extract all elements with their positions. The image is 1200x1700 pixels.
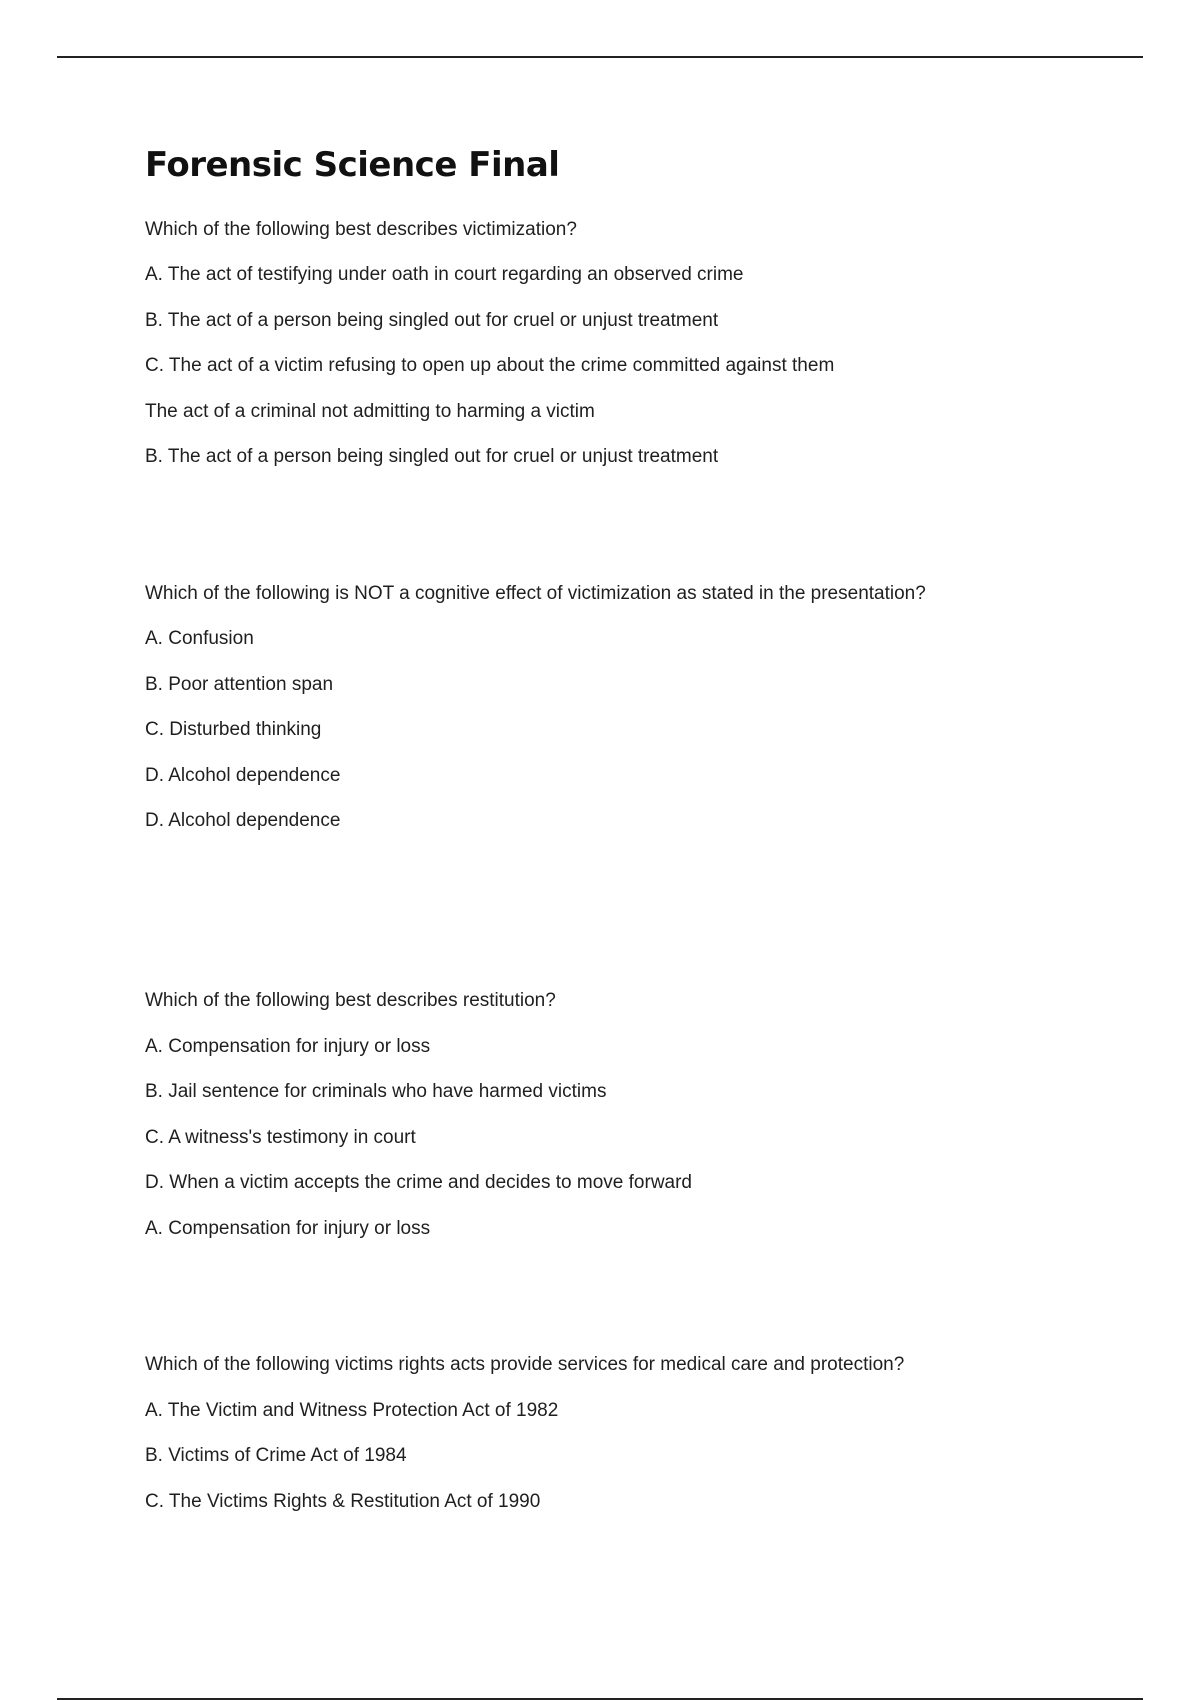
question-4-prompt: Which of the following victims rights acts provide services for medical care and protection? bbox=[145, 1354, 905, 1375]
question-4-option-b: B. Victims of Crime Act of 1984 bbox=[145, 1445, 407, 1466]
question-1-option-a: A. The act of testifying under oath in court regarding an observed crime bbox=[145, 264, 744, 285]
question-2-option-c: C. Disturbed thinking bbox=[145, 719, 322, 740]
question-2-option-d: D. Alcohol dependence bbox=[145, 765, 341, 786]
question-2-option-a: A. Confusion bbox=[145, 628, 254, 649]
header-rule bbox=[57, 56, 1143, 58]
question-4-option-a: A. The Victim and Witness Protection Act of 1982 bbox=[145, 1400, 559, 1421]
question-3-option-a: A. Compensation for injury or loss bbox=[145, 1036, 431, 1057]
question-1-option-b: B. The act of a person being singled out for cruel or unjust treatment bbox=[145, 310, 719, 331]
question-1-prompt: Which of the following best describes victimization? bbox=[145, 219, 577, 240]
question-3-answer: A. Compensation for injury or loss bbox=[145, 1218, 431, 1239]
question-4-option-c: C. The Victims Rights & Restitution Act of 1990 bbox=[145, 1491, 541, 1512]
question-3-option-d: D. When a victim accepts the crime and decides to move forward bbox=[145, 1172, 693, 1193]
question-3-option-c: C. A witness's testimony in court bbox=[145, 1127, 416, 1148]
question-1-answer: B. The act of a person being singled out for cruel or unjust treatment bbox=[145, 446, 719, 467]
question-1-option-c: C. The act of a victim refusing to open up about the crime committed against them bbox=[145, 355, 835, 376]
question-1-option-d: The act of a criminal not admitting to harming a victim bbox=[145, 401, 595, 422]
question-2-option-b: B. Poor attention span bbox=[145, 674, 334, 695]
document-title: Forensic Science Final bbox=[145, 145, 560, 185]
question-2-answer: D. Alcohol dependence bbox=[145, 810, 341, 831]
question-2-prompt: Which of the following is NOT a cognitive effect of victimization as stated in the presentation? bbox=[145, 583, 926, 604]
question-3-prompt: Which of the following best describes restitution? bbox=[145, 990, 556, 1011]
question-3-option-b: B. Jail sentence for criminals who have harmed victims bbox=[145, 1081, 607, 1102]
